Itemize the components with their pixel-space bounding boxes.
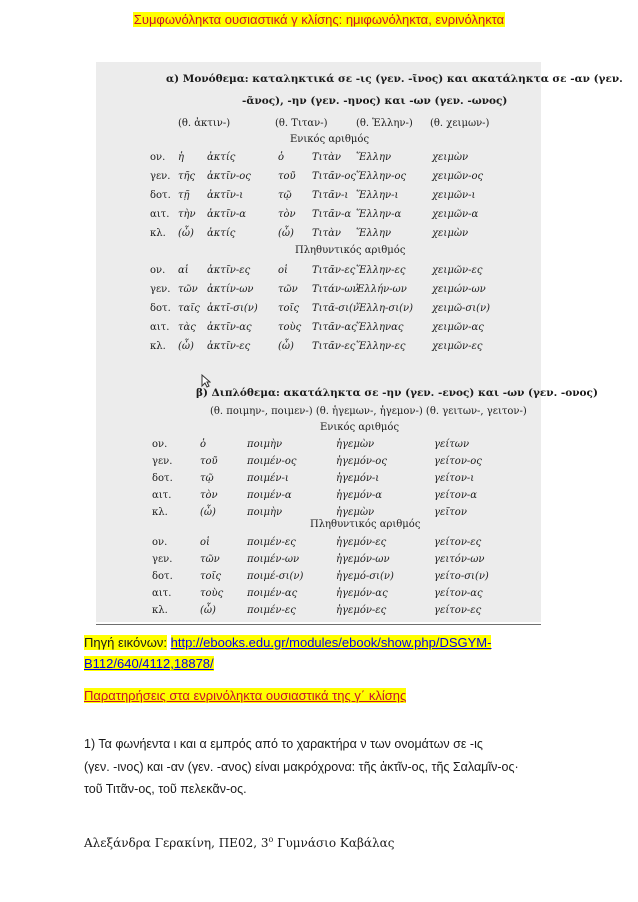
cell-w1: ποιμὴν	[247, 439, 283, 450]
cell-w3: γείτο-σι(ν)	[434, 571, 489, 582]
cell-w3: Ἕλλην-ες	[356, 265, 406, 276]
cell-art: (ὦ)	[178, 228, 194, 239]
cell-art: αἱ	[178, 265, 189, 276]
cell-w3: Ἕλλην-α	[356, 209, 402, 220]
cell-w1: ἀκτῖν-ος	[207, 171, 251, 182]
cell-case: γεν.	[150, 171, 171, 182]
cell-w2: Τιτᾶν-ας	[312, 322, 357, 333]
table-row	[0, 439, 638, 456]
cell-w1: ἀκτῖ-σι(ν)	[207, 303, 258, 314]
stem-1: (θ. ἀκτιν-)	[178, 118, 231, 129]
cell-art: τοὺς	[200, 588, 224, 599]
paragraph-line: (γεν. -ινος) και -αν (γεν. -ανος) είναι μακρόχρονα: τῆς ἀκτῖν-ος, τῆς Σαλαμῖν-ος·	[84, 759, 519, 774]
cell-w2: ἡγεμόν-ας	[336, 588, 388, 599]
cell-case: δοτ.	[150, 303, 171, 314]
cell-art2: τοῖς	[278, 303, 300, 314]
cell-w2: ἡγεμόν-α	[336, 490, 383, 501]
cell-w2: Τιτὰν	[312, 152, 341, 163]
cell-w4: χειμῶν-ος	[432, 171, 484, 182]
cell-case: κλ.	[150, 341, 166, 352]
table-row	[0, 588, 638, 605]
table-row	[0, 209, 638, 226]
table-row	[0, 303, 638, 320]
cell-w2: ἡγεμόν-ες	[336, 537, 387, 548]
cell-w3: Ἕλλην-ες	[356, 341, 406, 352]
source-label: Πηγή εικόνων:	[84, 635, 167, 650]
cell-w4: χειμῶν-ι	[432, 190, 476, 201]
cell-w4: χειμών-ων	[432, 284, 486, 295]
cell-art: (ὦ)	[200, 507, 216, 518]
paragraph-line: 1) Τα φωνήεντα ι και α εμπρός από το χαρακτήρα ν των ονομάτων σε -ις	[84, 737, 483, 751]
table-row	[0, 456, 638, 473]
cell-w1: ποιμέν-α	[247, 490, 292, 501]
cell-w4: χειμὼν	[432, 228, 469, 239]
cell-w3: Ἕλλην	[356, 152, 392, 163]
singular-caption: Ενικός αριθμός	[290, 134, 370, 145]
cell-w3: γείτον-ος	[434, 456, 482, 467]
cell-w1: ἀκτῖν-α	[207, 209, 246, 220]
plural-caption-b: Πληθυντικός αριθμός	[310, 519, 421, 530]
cell-case: κλ.	[152, 507, 168, 518]
footer-author: Αλεξάνδρα Γερακίνη, ΠΕ02, 3	[84, 836, 269, 850]
notes-heading: Παρατηρήσεις στα ενρινόληκτα ουσιαστικά της γ΄ κλίσης	[84, 688, 407, 703]
singular-caption-b: Ενικός αριθμός	[320, 422, 400, 433]
cell-art2: τοὺς	[278, 322, 302, 333]
cell-w3: γείτον-α	[434, 490, 478, 501]
cell-w4: χειμῶν-α	[432, 209, 479, 220]
cell-case: αιτ.	[152, 588, 172, 599]
footer-school: Γυμνάσιο Καβάλας	[273, 836, 395, 850]
cell-w3: γεῖτον	[434, 507, 467, 518]
cell-w2: Τιτὰν	[312, 228, 341, 239]
cell-w3: Ἑλλήν-ων	[356, 284, 407, 295]
cell-art: τὸν	[200, 490, 218, 501]
cell-w3: Ἕλλη-σι(ν)	[356, 303, 414, 314]
cell-art2: τῶν	[278, 284, 298, 295]
cell-case: κλ.	[150, 228, 166, 239]
table-row	[0, 152, 638, 169]
cell-w3: Ἕλληνας	[356, 322, 404, 333]
cell-art2: (ὦ)	[278, 341, 294, 352]
cell-case: γεν.	[152, 456, 173, 467]
cell-art: ταῖς	[178, 303, 200, 314]
cell-w3: γείτον-ες	[434, 537, 482, 548]
table-row	[0, 228, 638, 245]
cell-case: ον.	[152, 439, 168, 450]
table-row	[0, 341, 638, 358]
cell-art2: οἱ	[278, 265, 288, 276]
image-source	[84, 632, 554, 674]
cell-art: τῶν	[178, 284, 198, 295]
cell-art: (ὦ)	[200, 605, 216, 616]
plural-caption: Πληθυντικός αριθμός	[295, 245, 406, 256]
cell-art: τὴν	[178, 209, 196, 220]
cell-w1: ποιμέν-ες	[247, 537, 296, 548]
cell-art2: (ὦ)	[278, 228, 294, 239]
cell-w2: Τιτᾶ-σι(ν	[312, 303, 359, 314]
cell-art: τῇ	[178, 190, 190, 201]
cell-art2: τοῦ	[278, 171, 296, 182]
cell-w1: ποιμέν-ας	[247, 588, 298, 599]
cell-art2: τὸν	[278, 209, 296, 220]
cell-case: ον.	[150, 152, 166, 163]
cell-art: τοῖς	[200, 571, 222, 582]
cell-art: ἡ	[178, 152, 184, 163]
table-row	[0, 284, 638, 301]
table-row	[0, 265, 638, 282]
cell-art: τῷ	[200, 473, 214, 484]
cell-w1: ποιμέν-ων	[247, 554, 300, 565]
cell-w1: ἀκτίν-ων	[207, 284, 254, 295]
note-paragraph	[84, 733, 554, 801]
table-row	[0, 571, 638, 588]
cell-w2: Τιτᾶν-ος	[312, 171, 356, 182]
cell-art2: ὁ	[278, 152, 285, 163]
cell-w1: ἀκτῖν-ι	[207, 190, 244, 201]
cell-w4: χειμῶν-ες	[432, 265, 483, 276]
cell-w2: Τιτᾶν-α	[312, 209, 352, 220]
cell-case: αιτ.	[150, 209, 170, 220]
cell-w2: ἡγεμόν-ων	[336, 554, 390, 565]
table-row	[0, 190, 638, 207]
footer	[84, 835, 394, 850]
cell-w2: ἡγεμόν-ος	[336, 456, 387, 467]
cell-w4: χειμῶν-ας	[432, 322, 484, 333]
cell-w1: ἀκτίς	[207, 228, 236, 239]
source-link-cont[interactable]: B112/640/4112,18878/	[84, 656, 214, 671]
cell-w3: Ἕλλην-ος	[356, 171, 407, 182]
cell-art: τὰς	[178, 322, 196, 333]
cell-w2: ἡγεμὼν	[336, 507, 375, 518]
cell-w4: χειμῶ-σι(ν)	[432, 303, 491, 314]
cell-w1: ποιμέν-ος	[247, 456, 297, 467]
divider	[96, 624, 541, 625]
cell-w3: γείτων	[434, 439, 470, 450]
mouse-cursor-icon	[201, 374, 211, 388]
cell-case: δοτ.	[152, 473, 173, 484]
cell-case: ον.	[150, 265, 166, 276]
stem-2: (θ. Τιταν-)	[275, 118, 328, 129]
source-link[interactable]: http://ebooks.edu.gr/modules/ebook/show.php/DSGYM-	[170, 635, 492, 650]
stem-3: (θ. Ἑλλην-)	[356, 118, 413, 129]
cell-w4: χειμῶν-ες	[432, 341, 483, 352]
cell-w2: ἡγεμὼν	[336, 439, 375, 450]
cell-art: ὁ	[200, 439, 207, 450]
cell-w2: Τιτᾶν-ι	[312, 190, 349, 201]
cell-w2: Τιτᾶν-ες	[312, 265, 356, 276]
cell-w1: ποιμέν-ι	[247, 473, 289, 484]
cell-w1: ἀκτίς	[207, 152, 236, 163]
cell-w2: ἡγεμόν-ι	[336, 473, 380, 484]
cell-case: δοτ.	[150, 190, 171, 201]
cell-w1: ποιμέ-σι(ν)	[247, 571, 304, 582]
cell-w3: Ἕλλην-ι	[356, 190, 399, 201]
cell-art: τῶν	[200, 554, 220, 565]
page-title: Συμφωνόληκτα ουσιαστικά γ κλίσης: ημιφωνόληκτα, ενρινόληκτα	[133, 12, 505, 27]
section-a-heading-cont: -ᾶνος), -ην (γεν. -ηνος) και -ων (γεν. -ωνος)	[242, 95, 508, 107]
cell-w3: γείτον-ες	[434, 605, 482, 616]
cell-w2: ἡγεμό-σι(ν)	[336, 571, 394, 582]
cell-w1: ποιμὴν	[247, 507, 283, 518]
section-b-stems: (θ. ποιμην-, ποιμεν-) (θ. ἡγεμων-, ἡγεμον-) (θ. γειτων-, γειτον-)	[210, 406, 527, 417]
table-row	[0, 537, 638, 554]
cell-art: οἱ	[200, 537, 210, 548]
cell-case: γεν.	[150, 284, 171, 295]
table-row	[0, 171, 638, 188]
table-row	[0, 554, 638, 571]
cell-w1: ἀκτῖν-ες	[207, 265, 251, 276]
table-row	[0, 322, 638, 339]
cell-art: (ὦ)	[178, 341, 194, 352]
table-row	[0, 490, 638, 507]
cell-case: δοτ.	[152, 571, 173, 582]
cell-w1: ἀκτῖν-ας	[207, 322, 252, 333]
section-b-heading: β) Διπλόθεμα: ακατάληκτα σε -ην (γεν. -ενος) και -ων (γεν. -ονος)	[196, 387, 598, 399]
paragraph-line: τοῦ Τιτᾶν-ος, τοῦ πελεκᾶν-ος.	[84, 782, 247, 796]
cell-w3: γείτον-ι	[434, 473, 475, 484]
cell-w3: γείτον-ας	[434, 588, 483, 599]
cell-case: αιτ.	[152, 490, 172, 501]
table-row	[0, 473, 638, 490]
cell-w2: ἡγεμόν-ες	[336, 605, 387, 616]
cell-case: αιτ.	[150, 322, 170, 333]
cell-w2: Τιτάν-ων	[312, 284, 359, 295]
cell-w3: Ἕλλην	[356, 228, 392, 239]
stem-4: (θ. χειμων-)	[430, 118, 490, 129]
cell-w2: Τιτᾶν-ες	[312, 341, 356, 352]
table-row	[0, 605, 638, 622]
section-a-heading: α) Μονόθεμα: καταληκτικά σε -ις (γεν. -ῖνος) και ακατάληκτα σε -αν (γεν.	[166, 73, 623, 85]
cell-case: γεν.	[152, 554, 173, 565]
cell-w1: ποιμέν-ες	[247, 605, 296, 616]
footer-sup: ο	[268, 835, 274, 844]
cell-case: ον.	[152, 537, 168, 548]
cell-art2: τῷ	[278, 190, 292, 201]
cell-w3: γειτόν-ων	[434, 554, 485, 565]
cell-art: τοῦ	[200, 456, 218, 467]
cell-w1: ἀκτῖν-ες	[207, 341, 251, 352]
cell-w4: χειμὼν	[432, 152, 469, 163]
cell-case: κλ.	[152, 605, 168, 616]
cell-art: τῆς	[178, 171, 196, 182]
